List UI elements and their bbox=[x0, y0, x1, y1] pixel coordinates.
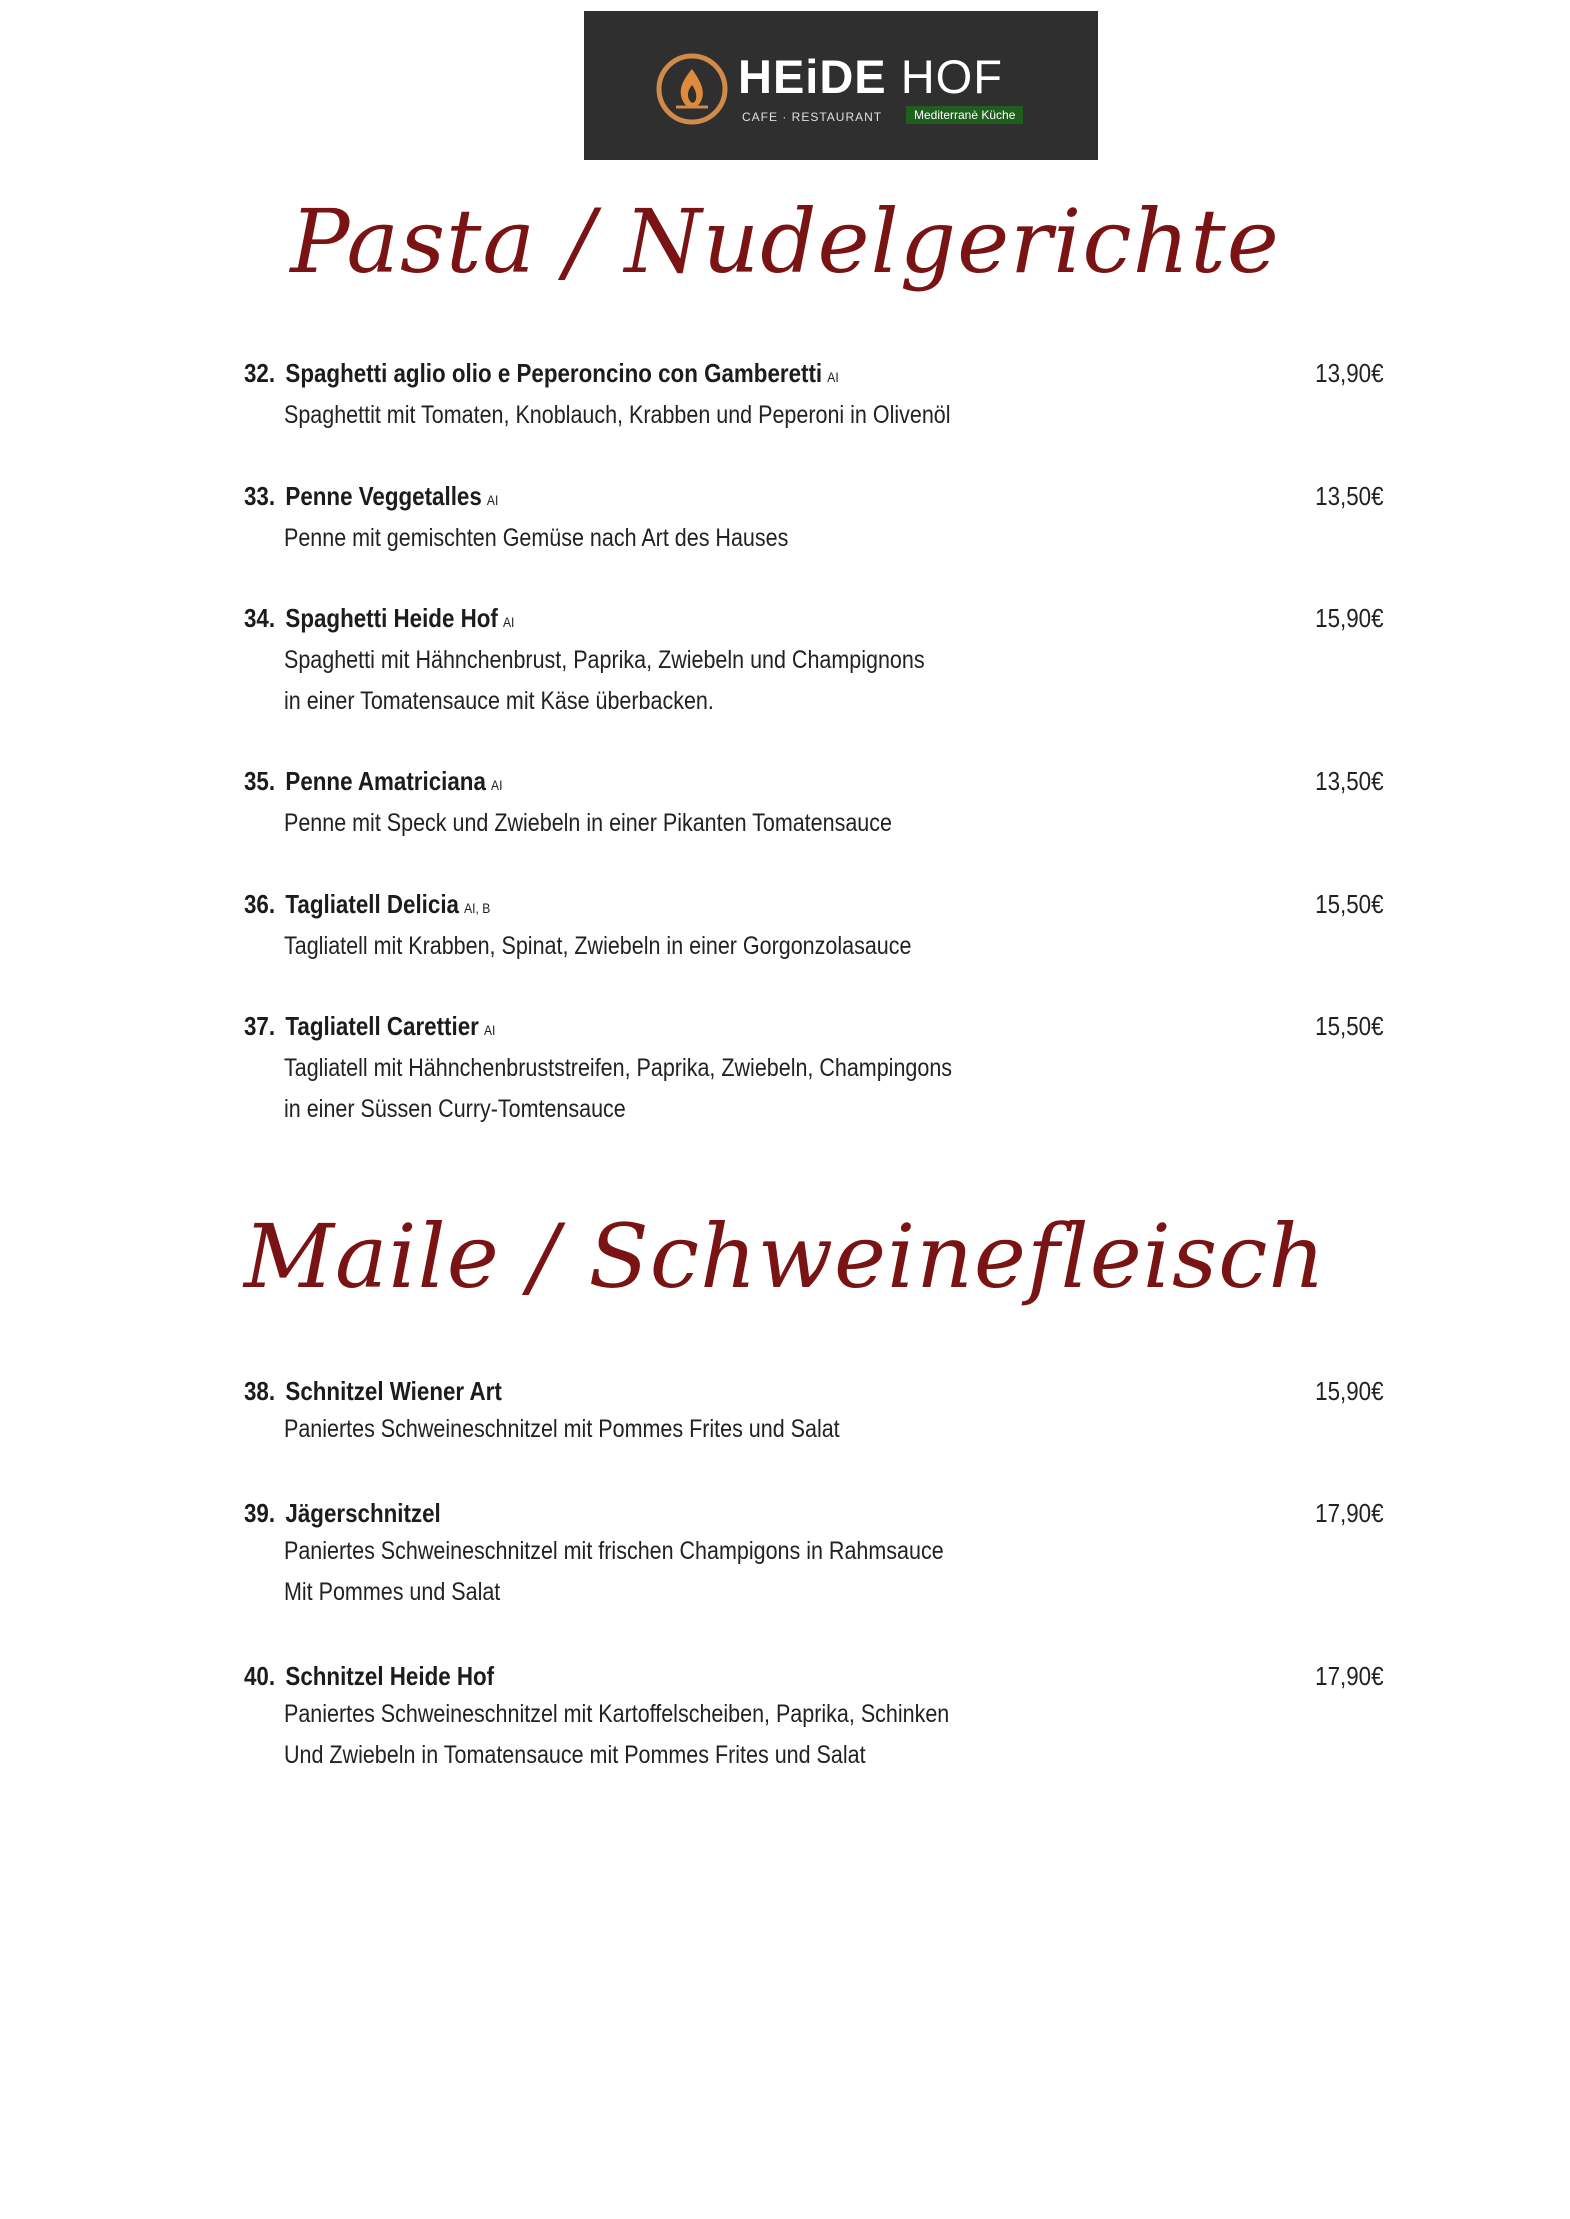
allergen-code: AI, B bbox=[464, 900, 491, 916]
item-price: 15,90€ bbox=[1315, 1376, 1384, 1406]
item-price: 15,90€ bbox=[1315, 603, 1384, 633]
item-description: Mit Pommes und Salat bbox=[284, 1578, 501, 1606]
item-description: Tagliatell mit Hähnchenbruststreifen, Paprika, Zwiebeln, Champingons bbox=[284, 1054, 953, 1082]
item-name: Penne Veggetalles bbox=[285, 481, 482, 511]
item-description: in einer Tomatensauce mit Käse überbacken. bbox=[284, 687, 714, 715]
item-description: Spaghetti mit Hähnchenbrust, Paprika, Zwiebeln und Champignons bbox=[284, 646, 925, 674]
item-description: Spaghettit mit Tomaten, Knoblauch, Krabben und Peperoni in Olivenöl bbox=[284, 401, 951, 429]
item-description: Penne mit gemischten Gemüse nach Art des Hauses bbox=[284, 524, 789, 552]
menu-item bbox=[244, 355, 1384, 436]
item-price: 17,90€ bbox=[1315, 1661, 1384, 1691]
item-name: Spaghetti aglio olio e Peperoncino con Gamberetti bbox=[285, 358, 823, 388]
menu-item bbox=[244, 763, 1384, 844]
item-number: 35. bbox=[244, 766, 276, 796]
item-number: 34. bbox=[244, 603, 276, 633]
allergen-code: AI bbox=[491, 777, 503, 793]
item-description: Penne mit Speck und Zwiebeln in einer Pikanten Tomatensauce bbox=[284, 809, 892, 837]
item-description: Paniertes Schweineschnitzel mit frischen Champigons in Rahmsauce bbox=[284, 1537, 944, 1565]
menu-item bbox=[244, 1008, 1384, 1130]
menu-item bbox=[244, 478, 1384, 559]
item-price: 17,90€ bbox=[1315, 1498, 1384, 1528]
logo-wordmark: HEiDE HOF bbox=[738, 50, 1003, 103]
section-title-pork: Maile / Schweinefleisch bbox=[243, 1205, 1327, 1308]
allergen-code: AI bbox=[503, 614, 515, 630]
item-price: 13,50€ bbox=[1315, 766, 1384, 796]
item-number: 32. bbox=[244, 358, 276, 388]
logo-subtitle: CAFE · RESTAURANT bbox=[742, 110, 883, 124]
item-number: 38. bbox=[244, 1376, 276, 1406]
menu-item bbox=[244, 1373, 1384, 1450]
logo-tagline: Mediterranè Küche bbox=[906, 106, 1023, 124]
menu-item bbox=[244, 1658, 1384, 1776]
item-number: 37. bbox=[244, 1011, 276, 1041]
item-name: Penne Amatriciana bbox=[285, 766, 486, 796]
item-name: Jägerschnitzel bbox=[285, 1498, 441, 1528]
item-number: 40. bbox=[244, 1661, 276, 1691]
item-price: 15,50€ bbox=[1315, 1011, 1384, 1041]
item-name: Schnitzel Wiener Art bbox=[285, 1376, 502, 1406]
item-number: 33. bbox=[244, 481, 276, 511]
restaurant-logo bbox=[584, 11, 1098, 160]
menu-item bbox=[244, 886, 1384, 967]
allergen-code: AI bbox=[486, 492, 499, 508]
item-name: Schnitzel Heide Hof bbox=[285, 1661, 495, 1691]
item-name: Tagliatell Carettier bbox=[285, 1011, 479, 1041]
section-title-pasta: Pasta / Nudelgerichte bbox=[290, 190, 1280, 293]
item-name: Tagliatell Delicia bbox=[285, 889, 459, 919]
item-name: Spaghetti Heide Hof bbox=[285, 603, 498, 633]
item-number: 39. bbox=[244, 1498, 276, 1528]
item-price: 13,50€ bbox=[1315, 481, 1384, 511]
item-description: Und Zwiebeln in Tomatensauce mit Pommes Frites und Salat bbox=[284, 1741, 866, 1769]
allergen-code: AI bbox=[827, 369, 839, 385]
menu-item bbox=[244, 1495, 1384, 1613]
item-number: 36. bbox=[244, 889, 276, 919]
item-price: 15,50€ bbox=[1315, 889, 1384, 919]
item-description: Paniertes Schweineschnitzel mit Kartoffelscheiben, Paprika, Schinken bbox=[284, 1700, 950, 1728]
item-description: Tagliatell mit Krabben, Spinat, Zwiebeln in einer Gorgonzolasauce bbox=[284, 932, 912, 960]
item-price: 13,90€ bbox=[1315, 358, 1384, 388]
allergen-code: AI bbox=[484, 1022, 496, 1038]
menu-item bbox=[244, 600, 1384, 722]
item-description: in einer Süssen Curry-Tomtensauce bbox=[284, 1095, 626, 1123]
item-description: Paniertes Schweineschnitzel mit Pommes Frites und Salat bbox=[284, 1415, 840, 1443]
